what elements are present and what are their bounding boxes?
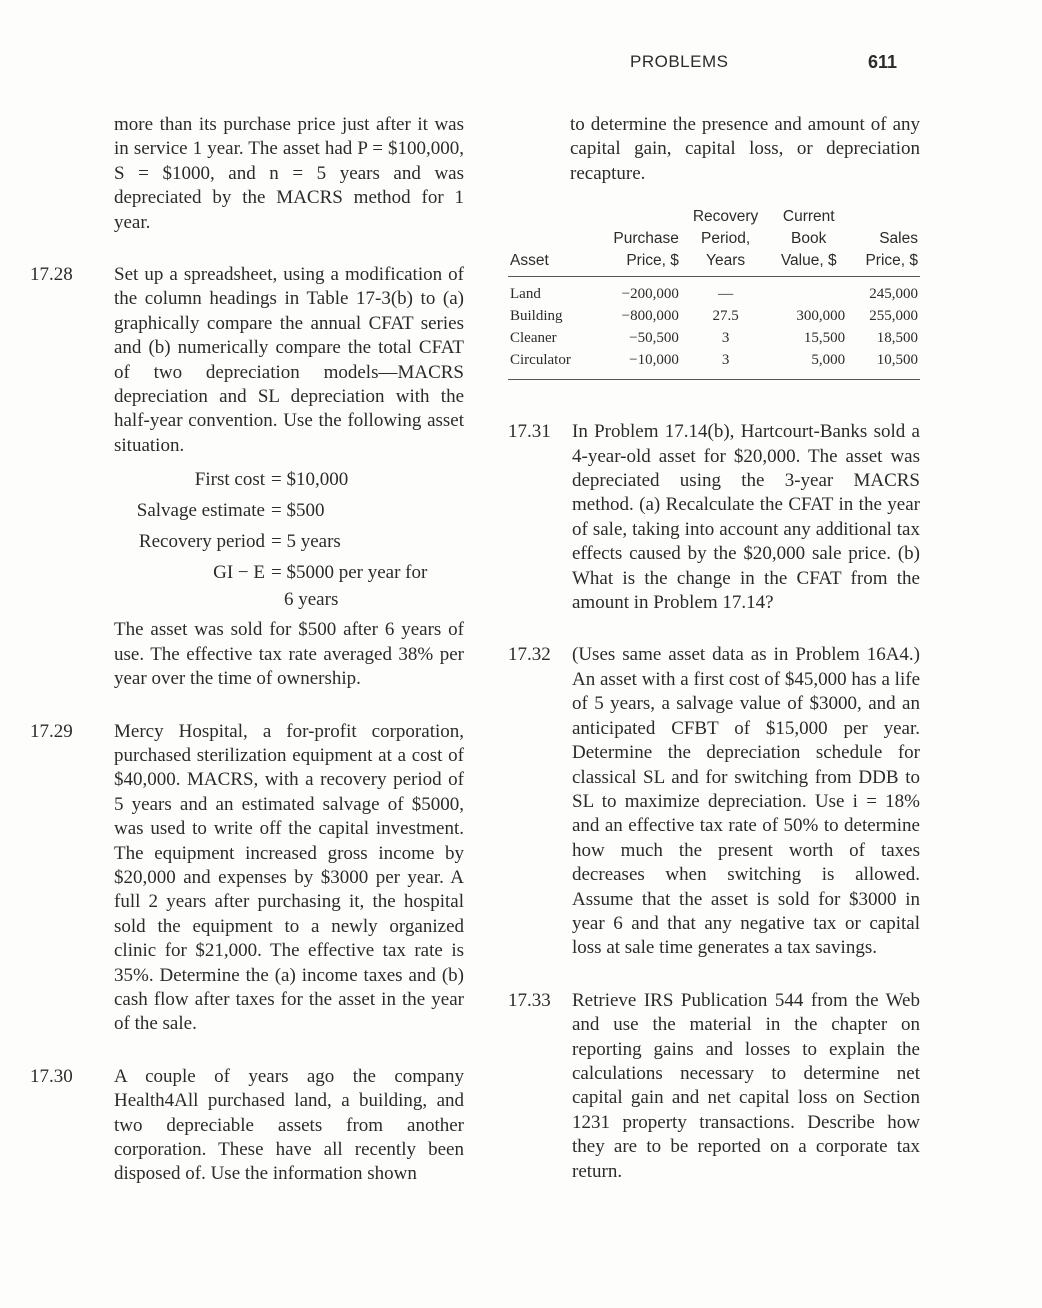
table-cell: 18,500: [876, 330, 918, 347]
table-cell: 5,000: [770, 349, 847, 380]
table-row: [508, 327, 920, 349]
table-cell: 255,000: [869, 308, 918, 325]
problem-text: (Uses same asset data as in Problem 16A4.) An asset with a first cost of $45,000 has a life of 5 years, a salvage value of $3000, and an anticipated CFBT of $15,000 per year. Determine the depreciation schedule for classical SL and for switching from DDB to SL to maximize depreciation. Use i = 18% and an effective tax rate of 50% to determine how much the present worth of taxes decreases when switching is allowed. Assume that the asset is sold for $3000 in year 6 and that any negative tax or capital loss at sale time generates a tax savings.: [572, 644, 920, 959]
asset-situation-equations: [30, 464, 464, 612]
table-cell: [770, 277, 847, 306]
problem-text: A couple of years ago the company Health4All purchased land, a building, and two depreciable assets from another corporation. These have all recently been disposed of. Use the information shown: [114, 1065, 464, 1185]
table-cell: Building: [510, 308, 563, 325]
table-cell: 3: [681, 349, 770, 380]
table-cell: 15,500: [803, 330, 846, 347]
header-book-value: Current Book Value, $: [770, 206, 847, 277]
eq-value: $10,000: [286, 469, 349, 491]
header-asset: Asset: [508, 206, 591, 277]
problem-17-31: [508, 420, 920, 615]
table-cell: 3: [721, 330, 730, 347]
eq-label: First cost: [194, 469, 265, 491]
table-cell: −10,000: [591, 349, 680, 380]
problem-text: In Problem 17.14(b), Hartcourt-Banks sold a 4-year-old asset for $20,000. The asset was depreciated using the 3-year MACRS method. (a) Recalculate the CFAT in the year of sale, taking into account any additional tax effects caused by the $20,000 sale price. (b) What is the change in the CFAT from the amount in Problem 17.14?: [572, 421, 920, 614]
eq-value: 5 years: [286, 531, 341, 553]
equals-sign: =: [271, 500, 287, 522]
page-number: 611: [868, 52, 898, 72]
problem-text: Mercy Hospital, a for-profit corporation, purchased sterilization equipment at a cost of $40,000. MACRS, with a recovery period of 5 years and an estimated salvage of $5000, was used to write off the capital investment. The equipment increased gross income by $20,000 and expenses by $3000 per year. A full 2 years after purchasing it, the hospital sold the equipment to a newly organized clinic for $21,000. The effective tax rate is 35%. Determine the (a) income taxes and (b) cash flow after taxes for the asset in the year of the sale.: [114, 720, 464, 1035]
problem-text: Set up a spreadsheet, using a modification of the column headings in Table 17-3(b) to (a) graphically compare the annual CFAT series and (b) numerically compare the total CFAT of two depreciation models—MACRS depreciation and SL depreciation with the half-year convention. Use the following asset situation.: [114, 264, 464, 456]
table-cell: 10,500: [847, 349, 920, 380]
problem-text-after: The asset was sold for $500 after 6 years of use. The effective tax rate averaged 38% per year over the time of ownership.: [114, 619, 464, 690]
problem-17-28: [30, 263, 464, 458]
eq-value: $5000 per year for: [286, 562, 428, 584]
table-row: [508, 305, 920, 327]
eq-value: $500: [286, 500, 325, 522]
eq-label: GI − E: [213, 562, 265, 584]
table-cell: 300,000: [796, 308, 846, 325]
eq-continuation: 6 years: [284, 589, 339, 611]
table-cell: 245,000: [869, 286, 918, 303]
problem-number: 17.31: [508, 421, 551, 443]
continued-paragraph: more than its purchase price just after it was in service 1 year. The asset had P = $100,000, S = $1000, and n = 5 years and was depreciated by the MACRS method for 1 year.: [114, 114, 464, 233]
problem-17-33: [508, 989, 920, 1184]
problem-17-30: [30, 1065, 464, 1187]
header-purchase-price: Purchase Price, $: [591, 206, 680, 277]
right-column: [508, 113, 920, 1184]
eq-label: Salvage estimate: [136, 500, 265, 522]
table-cell: −800,000: [621, 308, 679, 325]
eq-label: Recovery period: [138, 531, 265, 553]
table-cell: —: [718, 286, 734, 303]
problem-17-32: [508, 643, 920, 960]
equals-sign: =: [271, 531, 287, 553]
left-column: [30, 113, 464, 1187]
problem-number: 17.30: [30, 1065, 73, 1087]
table-header-row: [508, 206, 920, 277]
problem-text: Retrieve IRS Publication 544 from the Web and use the material in the chapter on reporting gains and losses to explain the calculations necessary to determine net capital gain and net capital loss on Section 1231 property transactions. Describe how they are to be reported on a corporate tax return.: [572, 989, 920, 1182]
problem-17-29: [30, 720, 464, 1037]
table-cell: 27.5: [712, 308, 739, 325]
table-cell: −200,000: [621, 286, 679, 303]
header-sales-price: Sales Price, $: [847, 206, 920, 277]
table-cell: Land: [510, 286, 541, 303]
table-cell: Cleaner: [510, 330, 557, 347]
problem-number: 17.33: [508, 989, 551, 1011]
equals-sign: =: [271, 469, 287, 491]
continued-paragraph: to determine the presence and amount of any capital gain, capital loss, or depreciation recapture.: [570, 114, 920, 184]
table-row: [508, 349, 920, 380]
table-row: [508, 277, 920, 306]
problem-number: 17.28: [30, 264, 73, 286]
table-cell: −50,500: [629, 330, 679, 347]
asset-table: [508, 206, 920, 380]
header-recovery-period: Recovery Period, Years: [681, 206, 770, 277]
table-cell: Circulator: [508, 349, 591, 380]
page-header: [0, 52, 1042, 80]
equals-sign: =: [271, 562, 287, 584]
problem-number: 17.32: [508, 644, 551, 666]
problem-number: 17.29: [30, 720, 73, 742]
running-title: PROBLEMS: [630, 52, 729, 71]
